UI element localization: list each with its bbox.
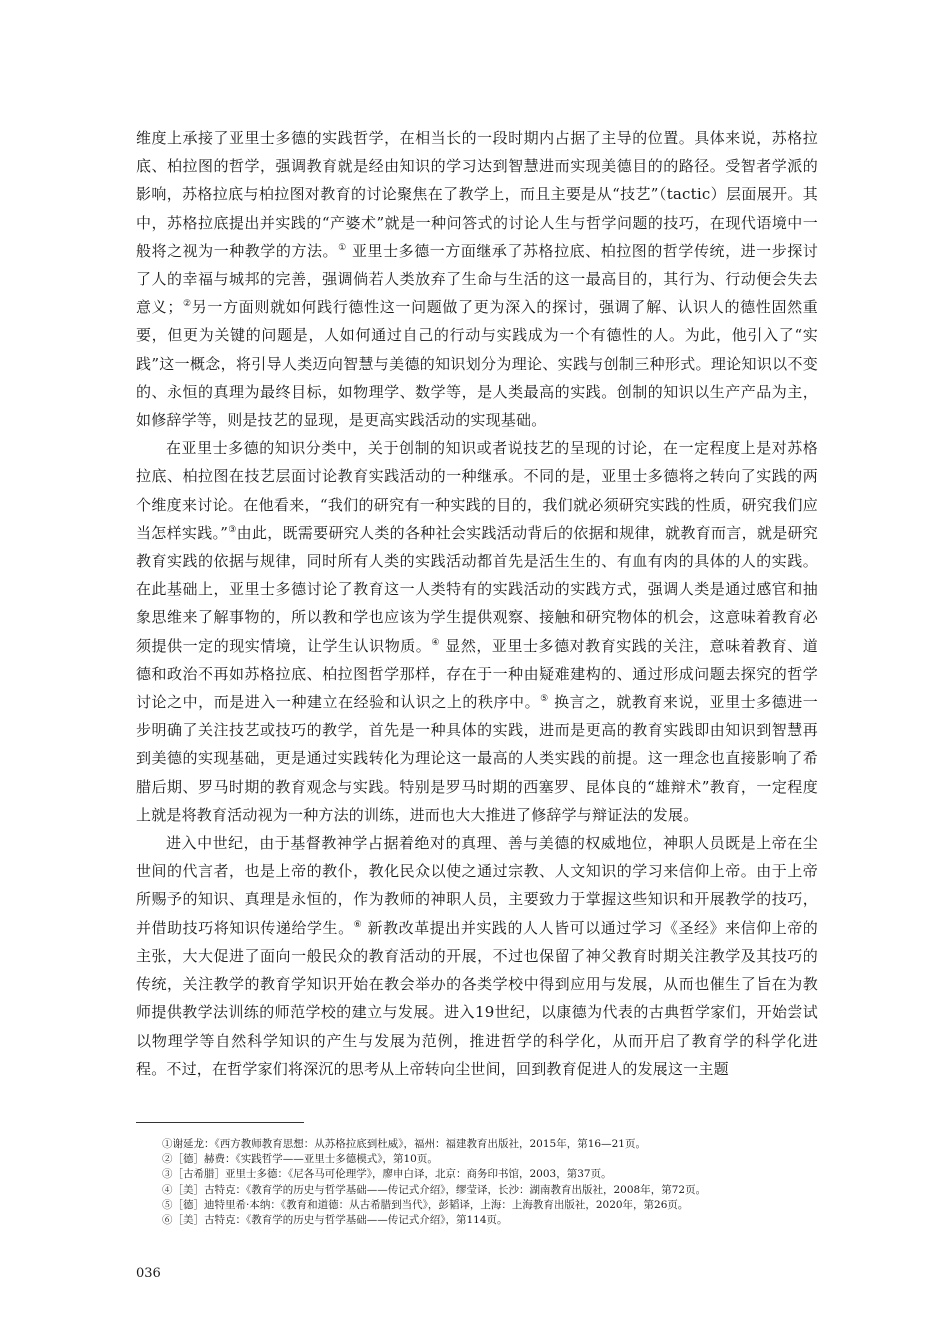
body-text xyxy=(136,124,818,1083)
paragraph-text: 新教改革提出并实践的人人皆可以通过学习《圣经》来信仰上帝的主张，大大促进了面向一般民众的教育活动的开展，不过也保留了神父教育时期关注教学及其技巧的传统，关注教学的教育学知识开始在教会举办的各类学校中得到应用与发展，从而也催生了旨在为教师提供教学法训练的师范学校的建立与发展。进入19世纪，以康德为代表的古典哲学家们，开始尝试以物理学等自然科学知识的产生与发展为范例，推进哲学的科学化，从而开启了教育学的科学化进程。不过，在哲学家们将深沉的思考从上帝转向尘世间，回到教育促进人的发展这一主题 xyxy=(136,918,818,1078)
footnote-ref[interactable]: ② xyxy=(182,299,192,310)
footnote-item: ⑥［美］古特克：《教育学的历史与哲学基础——传记式介绍》，第114页。 xyxy=(162,1214,508,1227)
footnote-item: ①谢延龙：《西方教师教育思想：从苏格拉底到杜威》，福州：福建教育出版社，2015年，第16—21页。 xyxy=(162,1138,646,1150)
footnote-ref[interactable]: ⑤ xyxy=(540,694,549,705)
page-number: 036 xyxy=(136,1266,161,1281)
paragraph-text: 亚里士多德一方面继承了苏格拉底、柏拉图的哲学传统，进一步探讨了人的幸福与城邦的完善，强调倘若人类放弃了生命与生活的这一最高目的，其行为、行动便会失去意义； xyxy=(136,241,818,317)
paragraph-text: 另一方面则就如何践行德性这一问题做了更为深入的探讨，强调了解、认识人的德性固然重要，但更为关键的问题是，人如何通过自己的行动与实践成为一个有德性的人。为此，他引入了“实践”这一概念，将引导人类迈向智慧与美德的知识划分为理论、实践与创制三种形式。理论知识以不变的、永恒的真理为最终目标，如物理学、数学等，是人类最高的实践。创制的知识以生产产品为主，如修辞学等，则是技艺的显现，是更高实践活动的实现基础。 xyxy=(136,298,818,430)
footnote-ref[interactable]: ⑥ xyxy=(353,919,363,930)
footnote-divider xyxy=(136,1122,304,1123)
footnote-ref[interactable]: ④ xyxy=(431,637,440,648)
footnote-item: ③［古希腊］亚里士多德：《尼各马可伦理学》，廖申白译，北京：商务印书馆，2003，第37页。 xyxy=(162,1168,612,1181)
footnote-item: ⑤［德］迪特里希·本纳：《教育和道德：从古希腊到当代》，彭韬译，上海：上海教育出版社，2020年，第26页。 xyxy=(162,1198,689,1211)
paragraph-text: 进入中世纪，由于基督教神学占据着绝对的真理、善与美德的权威地位，神职人员既是上帝在尘世间的代言者，也是上帝的教仆，教化民众以使之通过宗教、人文知识的学习来信仰上帝。由于上帝所赐予的知识、真理是永恒的，作为教师的神职人员，主要致力于掌握这些知识和开展教学的技巧，并借助技巧将知识传递给学生。 xyxy=(136,834,818,937)
paragraph-text: 在亚里士多德的知识分类中，关于创制的知识或者说技艺的呈现的讨论，在一定程度上是对苏格拉底、柏拉图在技艺层面讨论教育实践活动的一种继承。不同的是，亚里士多德将之转向了实践的两个维度来讨论。在他看来，“我们的研究有一种实践的目的，我们就必须研究实践的性质，研究我们应当怎样实践。” xyxy=(136,439,818,542)
footnote-ref[interactable]: ① xyxy=(338,242,347,253)
paragraph-text: 维度上承接了亚里士多德的实践哲学，在相当长的一段时期内占据了主导的位置。具体来说，苏格拉底、柏拉图的哲学，强调教育就是经由知识的学习达到智慧进而实现美德目的的路径。受智者学派的影响，苏格拉底与柏拉图对教育的讨论聚焦在了教学上，而且主要是从“技艺”（tactic）层面展开。其中，苏格拉底提出并实践的“产婆术”就是一种问答式的讨论人生与哲学问题的技巧，在现代语境中一般将之视为一种教学的方法。 xyxy=(136,129,818,260)
paragraph xyxy=(136,829,818,1083)
footnotes xyxy=(162,1137,818,1228)
footnote-item: ②［德］赫费：《实践哲学——亚里士多德模式》，第10页。 xyxy=(162,1153,438,1166)
paragraph-text: 换言之，就教育来说，亚里士多德进一步明确了关注技艺或技巧的教学，首先是一种具体的实践，进而是更高的教育实践即由知识到智慧再到美德的实现基础，更是通过实践转化为理论这一最高的人类实践的前提。这一理念也直接影响了希腊后期、罗马时期的教育观念与实践。特别是罗马时期的西塞罗、昆体良的“雄辩术”教育，一定程度上就是将教育活动视为一种方法的训练，进而也大大推进了修辞学与辩证法的发展。 xyxy=(136,693,819,824)
footnote-item: ④［美］古特克：《教育学的历史与哲学基础——传记式介绍》，缪莹译，长沙：湖南教育出版社，2008年，第72页。 xyxy=(162,1183,707,1196)
paragraph-text: 由此，既需要研究人类的各种社会实践活动背后的依据和规律，就教育而言，就是研究教育实践的依据与规律，同时所有人类的实践活动都首先是活生生的、有血有肉的具体的人的实践。在此基础上，亚里士多德讨论了教育这一人类特有的实践活动的实践方式，强调人类是通过感官和抽象思维来了解事物的，所以教和学也应该为学生提供观察、接触和研究物体的机会，这意味着教育必须提供一定的现实情境，让学生认识物质。 xyxy=(136,523,819,655)
footnote-ref[interactable]: ③ xyxy=(228,524,237,535)
paragraph-text: 显然，亚里士多德对教育实践的关注，意味着教育、道德和政治不再如苏格拉底、柏拉图哲学那样，存在于一种由疑难建构的、通过形成问题去探究的哲学讨论之中，而是进入一种建立在经验和认识之上的秩序中。 xyxy=(136,636,818,712)
paragraph xyxy=(136,124,818,434)
paragraph xyxy=(136,434,818,829)
